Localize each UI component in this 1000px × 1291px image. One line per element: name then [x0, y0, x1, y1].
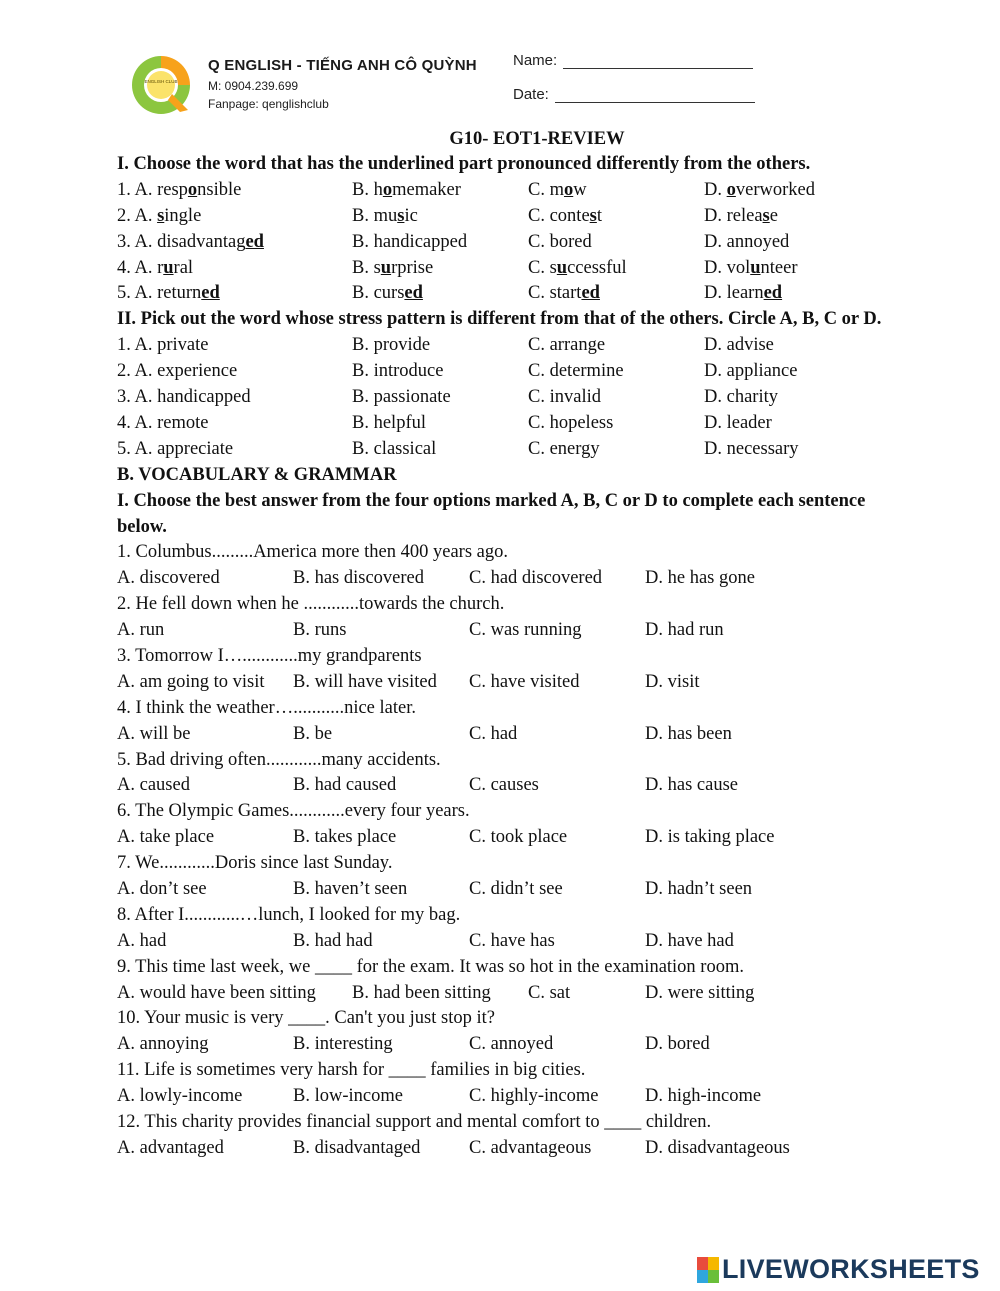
- option-text-before: B. h: [352, 179, 383, 200]
- answer-option[interactable]: A. advantaged: [117, 1137, 224, 1158]
- stress-option[interactable]: C. determine: [528, 361, 624, 382]
- option-text-after: nteer: [760, 257, 798, 278]
- option-text-before: D. vol: [704, 257, 751, 278]
- answer-option[interactable]: C. causes: [469, 775, 539, 796]
- answer-options-row: [117, 670, 957, 696]
- answer-option[interactable]: D. disadvantageous: [645, 1137, 790, 1158]
- answer-option[interactable]: A. run: [117, 620, 165, 641]
- pronunciation-option[interactable]: [352, 281, 528, 307]
- name-label: Name:: [513, 52, 558, 69]
- option-text-after: ral: [173, 257, 194, 278]
- underlined-part: u: [163, 257, 174, 278]
- answer-option[interactable]: A. annoying: [117, 1034, 209, 1055]
- name-input-line[interactable]: [563, 54, 753, 69]
- underlined-part: u: [750, 257, 761, 278]
- option-text-before: B. curs: [352, 283, 405, 304]
- question-text: 6. The Olympic Games............every four years.: [117, 801, 470, 822]
- stress-option[interactable]: B. helpful: [352, 412, 426, 433]
- answer-option[interactable]: B. interesting: [293, 1034, 393, 1055]
- vocab-questions: [117, 540, 957, 1161]
- answer-option[interactable]: B. will have visited: [293, 671, 437, 692]
- pronunciation-option[interactable]: [528, 230, 704, 256]
- answer-option[interactable]: D. had run: [645, 620, 724, 641]
- pronunciation-question-row: [117, 230, 957, 256]
- answer-option[interactable]: B. had caused: [293, 775, 397, 796]
- brand-phone: M: 0904.239.699: [208, 79, 299, 93]
- underlined-part: ed: [201, 283, 220, 304]
- option-text-after: e: [769, 205, 778, 226]
- question-text: 5. Bad driving often............many accidents.: [117, 749, 441, 770]
- answer-options-row: [117, 981, 957, 1007]
- liveworksheets-brand: LIVEWORKSHEETS: [722, 1254, 980, 1284]
- answer-option[interactable]: D. is taking place: [645, 827, 775, 848]
- option-text-before: C. start: [528, 283, 582, 304]
- option-text-after: nsible: [197, 179, 242, 200]
- pronunciation-question-row: [117, 256, 957, 282]
- option-text-before: 3. A. disadvantag: [117, 231, 246, 252]
- option-text-before: 1. A. resp: [117, 179, 188, 200]
- answer-option[interactable]: B. had had: [293, 930, 373, 951]
- underlined-part: s: [762, 205, 770, 226]
- name-field[interactable]: [513, 52, 753, 69]
- answer-option[interactable]: A. am going to visit: [117, 671, 265, 692]
- pronunciation-option[interactable]: [117, 230, 352, 256]
- answer-option[interactable]: B. has discovered: [293, 568, 425, 589]
- pronunciation-option[interactable]: [352, 204, 528, 230]
- stress-option[interactable]: 5. A. appreciate: [117, 438, 234, 459]
- underlined-part: ed: [245, 231, 264, 252]
- worksheet-title: G10- EOT1-REVIEW: [449, 129, 625, 149]
- answer-option[interactable]: B. low-income: [293, 1086, 403, 1107]
- question-text: 8. After I............…lunch, I looked for my bag.: [117, 904, 461, 925]
- stress-question-row: [117, 333, 957, 359]
- answer-option[interactable]: A. caused: [117, 775, 190, 796]
- option-text-before: C. m: [528, 179, 564, 200]
- answer-option[interactable]: A. had: [117, 930, 167, 951]
- question-text: 10. Your music is very ____. Can't you just stop it?: [117, 1008, 495, 1029]
- option-text-before: D. relea: [704, 205, 763, 226]
- answer-option[interactable]: D. has cause: [645, 775, 738, 796]
- option-text-after: t: [596, 205, 602, 226]
- pronunciation-rows: [117, 178, 957, 307]
- pronunciation-heading: I. Choose the word that has the underlined part pronounced differently from the others.: [117, 154, 811, 174]
- pronunciation-option[interactable]: [528, 281, 704, 307]
- stress-option[interactable]: 4. A. remote: [117, 412, 209, 433]
- worksheet-content: [117, 127, 957, 1162]
- option-text-after: rprise: [391, 257, 434, 278]
- pronunciation-option[interactable]: [704, 256, 944, 282]
- answer-option[interactable]: A. take place: [117, 827, 215, 848]
- brand-block: [208, 57, 477, 111]
- answer-option[interactable]: B. haven’t seen: [293, 879, 408, 900]
- q-english-logo: [128, 52, 194, 118]
- underlined-part: o: [563, 179, 574, 200]
- answer-options-row: [117, 566, 957, 592]
- answer-options-row: [117, 1032, 957, 1058]
- pronunciation-option[interactable]: [117, 178, 352, 204]
- stress-option[interactable]: D. leader: [704, 412, 772, 433]
- stress-question-row: [117, 437, 957, 463]
- stress-option[interactable]: C. hopeless: [528, 412, 614, 433]
- answer-option[interactable]: C. didn’t see: [469, 879, 563, 900]
- date-label: Date:: [513, 86, 549, 103]
- vocab-instruction-line1: I. Choose the best answer from the four options marked A, B, C or D to complete each sentence: [117, 490, 866, 511]
- stress-option[interactable]: D. necessary: [704, 438, 799, 459]
- answer-option[interactable]: D. hadn’t seen: [645, 879, 753, 900]
- answer-option[interactable]: C. have visited: [469, 671, 580, 692]
- answer-option[interactable]: C. annoyed: [469, 1034, 554, 1055]
- option-text-before: C. bored: [528, 231, 592, 252]
- stress-option[interactable]: B. classical: [352, 438, 437, 459]
- underlined-part: ed: [581, 283, 600, 304]
- stress-question-row: [117, 411, 957, 437]
- liveworksheets-logo-icon: [697, 1257, 719, 1283]
- answer-option[interactable]: B. runs: [293, 620, 347, 641]
- answer-option[interactable]: B. takes place: [293, 827, 397, 848]
- answer-option[interactable]: A. will be: [117, 723, 191, 744]
- underlined-part: u: [556, 257, 568, 278]
- stress-option[interactable]: B. passionate: [352, 387, 451, 408]
- stress-option[interactable]: D. advise: [704, 335, 774, 356]
- answer-option[interactable]: A. lowly-income: [117, 1086, 243, 1107]
- answer-option[interactable]: C. highly-income: [469, 1086, 599, 1107]
- underlined-part: s: [589, 205, 597, 226]
- pronunciation-option[interactable]: [528, 256, 704, 282]
- pronunciation-option[interactable]: [704, 178, 944, 204]
- stress-option[interactable]: D. charity: [704, 387, 778, 408]
- question-text: 3. Tomorrow I…............my grandparents: [117, 646, 422, 666]
- underlined-part: s: [397, 205, 405, 226]
- answer-option[interactable]: C. took place: [469, 827, 568, 848]
- option-text-after: ingle: [164, 205, 202, 226]
- liveworksheets-footer: [697, 1254, 980, 1285]
- logo-graphic: [128, 52, 194, 118]
- answer-option[interactable]: B. had been sitting: [352, 982, 491, 1003]
- option-text-before: 2. A.: [117, 205, 158, 226]
- date-field[interactable]: [513, 86, 755, 103]
- answer-options-row: [117, 1084, 957, 1110]
- question-text: 1. Columbus.........America more then 400 years ago.: [117, 542, 508, 563]
- stress-heading: II. Pick out the word whose stress pattern is different from that of the others. Circle A, B, C or D.: [117, 309, 882, 330]
- answer-options-row: [117, 825, 957, 851]
- pronunciation-question-row: [117, 178, 957, 204]
- option-text-before: 4. A. r: [117, 257, 164, 278]
- option-text-after: verworked: [735, 179, 815, 200]
- answer-option[interactable]: D. visit: [645, 671, 700, 692]
- answer-option[interactable]: C. was running: [469, 620, 582, 641]
- option-text-after: w: [573, 179, 587, 200]
- pronunciation-option[interactable]: [352, 178, 528, 204]
- pronunciation-option[interactable]: [528, 204, 704, 230]
- logo-text: ENGLISH CLUB: [144, 79, 178, 84]
- answer-options-row: [117, 773, 957, 799]
- option-text-after: memaker: [392, 179, 461, 200]
- underlined-part: o: [726, 179, 736, 200]
- option-text-before: D. learn: [704, 283, 764, 304]
- answer-option[interactable]: C. have has: [469, 930, 555, 951]
- pronunciation-option[interactable]: [352, 256, 528, 282]
- pronunciation-option[interactable]: [117, 204, 352, 230]
- stress-question-row: [117, 385, 957, 411]
- question-text: 11. Life is sometimes very harsh for ____ families in big cities.: [117, 1060, 586, 1081]
- question-text: 2. He fell down when he ............towards the church.: [117, 594, 505, 615]
- answer-option[interactable]: A. don’t see: [117, 879, 207, 900]
- option-text-before: C. s: [528, 257, 557, 278]
- option-text-before: C. conte: [528, 205, 590, 226]
- stress-question-row: [117, 359, 957, 385]
- answer-option[interactable]: D. he has gone: [645, 568, 755, 589]
- question-text: 12. This charity provides financial support and mental comfort to ____ children.: [117, 1112, 712, 1133]
- question-text: 4. I think the weather…...........nice later.: [117, 697, 416, 718]
- brand-name: Q ENGLISH - TIẾNG ANH CÔ QUỲNH: [208, 57, 477, 74]
- question-text: 9. This time last week, we ____ for the exam. It was so hot in the examination room.: [117, 956, 744, 977]
- answer-option[interactable]: D. have had: [645, 930, 734, 951]
- answer-options-row: [117, 877, 957, 903]
- pronunciation-question-row: [117, 281, 957, 307]
- option-text-before: B. mu: [352, 205, 398, 226]
- vocab-instruction-line2: below.: [117, 516, 167, 537]
- stress-option[interactable]: 3. A. handicapped: [117, 387, 251, 408]
- answer-options-row: [117, 929, 957, 955]
- answer-option[interactable]: D. were sitting: [645, 982, 755, 1003]
- underlined-part: ed: [404, 283, 423, 304]
- option-text-before: 5. A. return: [117, 283, 202, 304]
- stress-option[interactable]: C. arrange: [528, 335, 606, 356]
- pronunciation-option[interactable]: [117, 281, 352, 307]
- option-text-before: D.: [704, 179, 727, 200]
- brand-fanpage: Fanpage: qenglishclub: [208, 97, 329, 111]
- stress-option[interactable]: B. introduce: [352, 361, 444, 382]
- stress-option[interactable]: C. invalid: [528, 387, 601, 408]
- answer-option[interactable]: C. had: [469, 723, 518, 744]
- option-text-before: D. annoyed: [704, 231, 790, 252]
- stress-option[interactable]: 1. A. private: [117, 335, 209, 356]
- option-text-after: ic: [404, 205, 418, 226]
- answer-option[interactable]: D. high-income: [645, 1086, 762, 1107]
- stress-option[interactable]: 2. A. experience: [117, 361, 238, 382]
- answer-options-row: [117, 722, 957, 748]
- underlined-part: o: [382, 179, 393, 200]
- answer-option[interactable]: D. has been: [645, 723, 732, 744]
- answer-option[interactable]: C. had discovered: [469, 568, 603, 589]
- underlined-part: s: [157, 205, 165, 226]
- question-text: 7. We............Doris since last Sunday.: [117, 853, 393, 874]
- answer-option[interactable]: B. disadvantaged: [293, 1137, 421, 1158]
- pronunciation-option[interactable]: [117, 256, 352, 282]
- answer-option[interactable]: B. be: [293, 723, 333, 744]
- date-input-line[interactable]: [555, 88, 755, 103]
- pronunciation-option[interactable]: [528, 178, 704, 204]
- answer-option[interactable]: A. would have been sitting: [117, 982, 316, 1003]
- underlined-part: o: [187, 179, 198, 200]
- stress-option[interactable]: D. appliance: [704, 361, 798, 382]
- answer-option[interactable]: C. advantageous: [469, 1137, 592, 1158]
- answer-option[interactable]: C. sat: [528, 982, 571, 1003]
- pronunciation-option[interactable]: [704, 230, 944, 256]
- stress-option[interactable]: C. energy: [528, 438, 600, 459]
- answer-options-row: [117, 618, 957, 644]
- stress-option[interactable]: B. provide: [352, 335, 431, 356]
- pronunciation-option[interactable]: [704, 204, 944, 230]
- pronunciation-option[interactable]: [352, 230, 528, 256]
- answer-options-row: [117, 1136, 957, 1162]
- pronunciation-question-row: [117, 204, 957, 230]
- option-text-before: B. s: [352, 257, 381, 278]
- vocab-section-title: B. VOCABULARY & GRAMMAR: [117, 464, 397, 485]
- underlined-part: ed: [763, 283, 783, 304]
- underlined-part: u: [380, 257, 392, 278]
- answer-option[interactable]: D. bored: [645, 1034, 710, 1055]
- stress-rows: [117, 333, 957, 462]
- answer-option[interactable]: A. discovered: [117, 568, 220, 589]
- option-text-before: B. handicapped: [352, 231, 468, 252]
- option-text-after: ccessful: [567, 257, 627, 278]
- pronunciation-option[interactable]: [704, 281, 944, 307]
